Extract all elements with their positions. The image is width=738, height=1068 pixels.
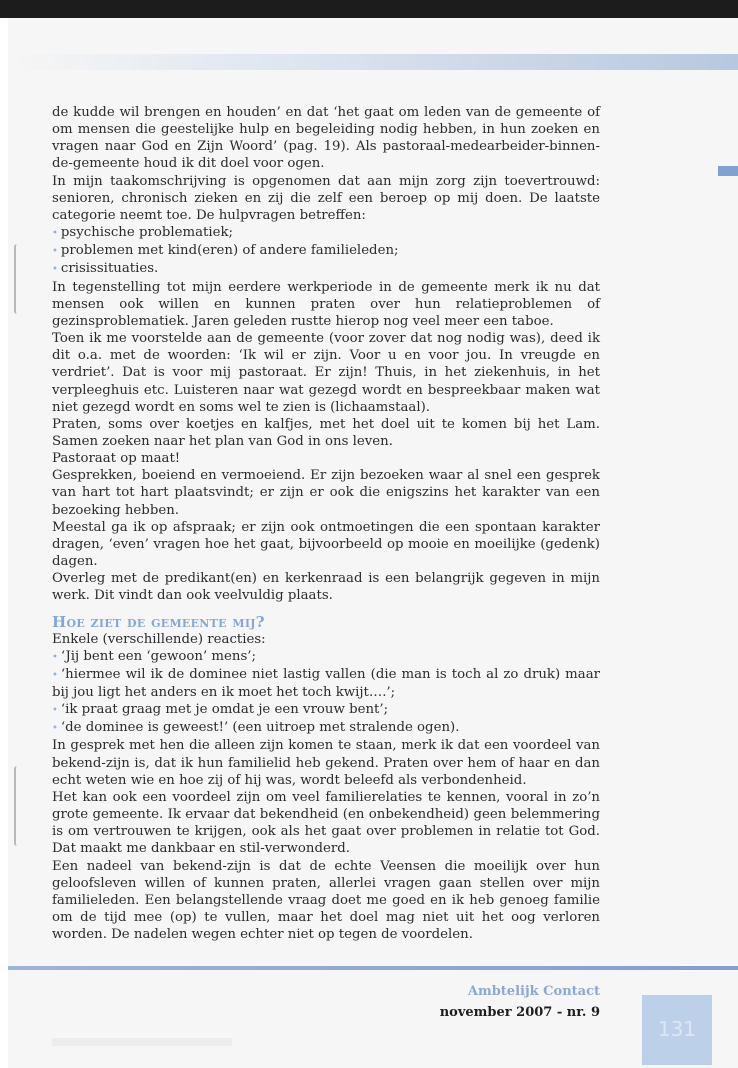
header-color-band xyxy=(8,54,738,70)
scan-top-edge xyxy=(0,0,738,18)
list-item: • problemen met kind(eren) of andere familieleden; xyxy=(52,243,399,259)
paragraph: Het kan ook een voordeel zijn om veel familierelaties te kennen, vooral in zo’n grote gemeente. Ik ervaar dat bekendheid (en onbekendheid) geen belemmering is om vertrouwen te krijgen, ook als het gaat over problemen in relatie tot God. Dat maakt me dankbaar en stil-verwonderd. xyxy=(52,789,600,857)
document-page xyxy=(8,18,738,1068)
list-intro: Enkele (verschillende) reacties: xyxy=(52,631,266,647)
list-item: • crisissituaties. xyxy=(52,261,159,277)
section-heading: Hoe ziet de gemeente mij? xyxy=(52,612,265,631)
paragraph: Praten, soms over koetjes en kalfjes, met het doel uit te komen bij het Lam. Samen zoeken naar het plan van God in ons leven. xyxy=(52,416,600,449)
paragraph: Toen ik me voorstelde aan de gemeente (voor zover dat nog nodig was), deed ik dit o.a. met de woorden: ‘Ik wil er zijn. Voor u en voor jou. In vreugde en verdriet’. Dat is voor mij pastoraat. Er zijn! Thuis, in het ziekenhuis, in het verpleeghuis etc. Luisteren naar wat gezegd wordt en bespreekbaar maken wat niet gezegd wordt en soms wel te zien is (lichaamstaal). xyxy=(52,331,600,415)
bullet-icon: • xyxy=(52,723,58,735)
paragraph: Een nadeel van bekend-zijn is dat de echte Veensen die moeilijk over hun geloofsleven willen of kunnen praten, allerlei vragen gaan stellen over mijn familieleden. Een belangstellende vraag doet me goed en ik heb genoeg familie om de tijd mee (op) te vullen, maar het doel mag niet uit het oog verloren worden. De nadelen wegen echter niet op tegen de voordelen. xyxy=(52,858,600,943)
bullet-icon: • xyxy=(52,264,58,276)
list-item: • ‘hiermee wil ik de dominee niet lastig vallen (die man is toch al zo druk) maar bij jou ligt het anders en ik moet het toch kwijt….’; xyxy=(52,666,600,700)
paragraph: In gesprek met hen die alleen zijn komen te staan, merk ik dat een voordeel van bekend-zijn is, dat ik hun familielid heb gekend. Praten over hem of haar en dan echt weten wie en hoe zij of hij was, wordt beleefd als verbondenheid. xyxy=(52,738,600,788)
paragraph: In tegenstelling tot mijn eerdere werkperiode in de gemeente merk ik nu dat mensen ook willen en kunnen praten over hun relatieproblemen of gezinsproblematiek. Jaren geleden rustte hierop nog veel meer een taboe. xyxy=(52,279,600,329)
page-number: 131 xyxy=(657,1017,697,1041)
issue-label: november 2007 - nr. 9 xyxy=(439,1005,600,1020)
bullet-icon: • xyxy=(52,669,58,681)
list-item: • ‘ik praat graag met je omdat je een vrouw bent’; xyxy=(52,702,389,718)
list-item: • ‘de dominee is geweest!’ (een uitroep met stralende ogen). xyxy=(52,720,460,736)
list-item: • psychische problematiek; xyxy=(52,225,233,241)
paragraph: In mijn taakomschrijving is opgenomen dat aan mijn zorg zijn toevertrouwd: senioren, chronisch zieken en zij die zelf een beroep op mij doen. De laatste categorie neemt toe. De hulpvragen betreffen: xyxy=(52,173,600,223)
footer-rule xyxy=(8,966,738,970)
paragraph: Gesprekken, boeiend en vermoeiend. Er zijn bezoeken waar al snel een gesprek van hart tot hart plaatsvindt; er zijn er ook die enigszins het karakter van een bezoeking hebben. xyxy=(52,468,600,518)
bullet-icon: • xyxy=(52,246,58,258)
page-number-box xyxy=(642,995,712,1065)
bullet-icon: • xyxy=(52,705,58,717)
binder-clip-top xyxy=(14,244,22,314)
binder-clip-bottom xyxy=(14,766,22,846)
paragraph: de kudde wil brengen en houden’ en dat ‘het gaat om leden van de gemeente of om mensen die geestelijke hulp en begeleiding nodig hebben, in hun zoeken en vragen naar God en Zijn Woord’ (pag. 19). Als pastoraal-medearbeider-binnen-de-gemeente houd ik dit doel voor ogen. xyxy=(52,105,600,172)
list-item: • ‘Jij bent een ‘gewoon’ mens’; xyxy=(52,648,257,664)
article-body xyxy=(52,104,600,943)
paragraph: Meestal ga ik op afspraak; er zijn ook ontmoetingen die een spontaan karakter dragen, ‘even’ vragen hoe het gaat, bijvoorbeeld op mooie en moeilijke (gedenk) dagen. xyxy=(52,519,600,570)
bullet-icon: • xyxy=(52,228,58,240)
journal-title: Ambtelijk Contact xyxy=(467,984,600,999)
bullet-icon: • xyxy=(52,651,58,663)
section-tab-marker xyxy=(718,166,738,176)
paragraph: Overleg met de predikant(en) en kerkenraad is een belangrijk gegeven in mijn werk. Dit vindt dan ook veelvuldig plaats. xyxy=(52,571,600,604)
paragraph: Pastoraat op maat! xyxy=(52,451,181,467)
show-through-text xyxy=(52,1038,232,1046)
